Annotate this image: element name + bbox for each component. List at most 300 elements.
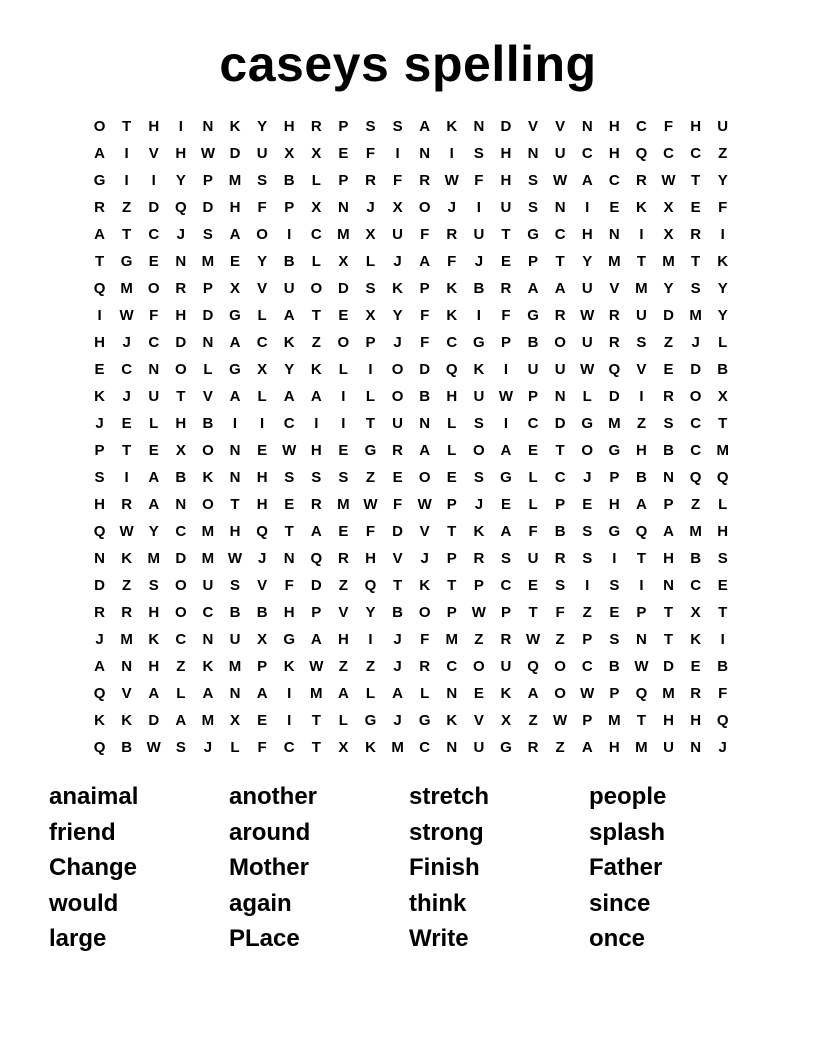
grid-letter: B — [202, 415, 214, 432]
grid-letter: T — [718, 415, 728, 432]
grid-letter: C — [175, 631, 187, 648]
grid-letter: N — [636, 631, 647, 648]
grid-letter: C — [636, 118, 647, 135]
grid-letter: Y — [365, 604, 376, 621]
grid-letter: C — [554, 226, 566, 243]
grid-letter: W — [580, 361, 595, 378]
grid-letter: R — [446, 226, 458, 243]
grid-letter: I — [395, 145, 400, 162]
grid-letter: I — [260, 415, 265, 432]
grid-letter: H — [663, 712, 674, 729]
grid-letter: J — [393, 334, 402, 351]
grid-letter: S — [175, 739, 186, 756]
grid-row — [86, 572, 736, 599]
grid-letter: L — [311, 253, 321, 270]
grid-letter: R — [310, 496, 322, 513]
grid-letter: I — [124, 469, 129, 486]
grid-letter: U — [202, 577, 214, 594]
grid-letter: S — [257, 172, 268, 189]
grid-letter: B — [256, 604, 268, 621]
grid-letter: S — [311, 469, 322, 486]
grid-letter: W — [661, 172, 676, 189]
grid-letter: W — [498, 388, 514, 405]
grid-letter: C — [310, 226, 322, 243]
grid-letter: C — [256, 334, 268, 351]
grid-letter: K — [473, 523, 485, 540]
grid-letter: T — [555, 253, 565, 270]
grid-row — [86, 410, 736, 437]
grid-letter: N — [527, 145, 539, 162]
grid-letter: F — [555, 604, 565, 621]
grid-letter: C — [690, 442, 702, 459]
word-list-item: think — [409, 889, 467, 917]
grid-letter: R — [337, 550, 349, 567]
grid-letter: Q — [635, 685, 648, 702]
grid-letter: O — [391, 388, 404, 405]
grid-letter: M — [228, 658, 242, 675]
grid-letter: N — [446, 739, 458, 756]
grid-letter: I — [476, 199, 481, 216]
grid-letter: R — [554, 550, 566, 567]
grid-letter: F — [501, 307, 511, 324]
grid-letter: O — [174, 361, 187, 378]
word-list-item: around — [229, 818, 311, 846]
grid-letter: X — [284, 145, 295, 162]
grid-letter: G — [500, 469, 512, 486]
grid-letter: P — [446, 550, 457, 567]
grid-letter: B — [663, 442, 674, 459]
grid-letter: G — [608, 442, 621, 459]
grid-letter: T — [176, 388, 186, 405]
grid-letter: Z — [338, 577, 348, 594]
grid-letter: X — [311, 199, 322, 216]
grid-letter: R — [500, 631, 512, 648]
grid-letter: W — [119, 523, 134, 540]
grid-letter: Z — [338, 658, 348, 675]
grid-letter: Q — [608, 361, 621, 378]
grid-letter: G — [229, 307, 241, 324]
grid-letter: G — [527, 307, 539, 324]
grid-letter: A — [229, 226, 241, 243]
grid-letter: F — [420, 631, 430, 648]
grid-letter: B — [717, 658, 729, 675]
grid-letter: M — [147, 550, 160, 567]
grid-letter: O — [418, 199, 431, 216]
grid-letter: N — [175, 496, 187, 513]
grid-letter: E — [148, 442, 159, 459]
grid-letter: D — [690, 361, 702, 378]
grid-letter: I — [612, 550, 617, 567]
grid-letter: A — [500, 523, 512, 540]
grid-letter: P — [636, 604, 647, 621]
grid-letter: M — [201, 253, 215, 270]
grid-letter: O — [473, 442, 485, 459]
grid-letter: I — [341, 388, 346, 405]
grid-letter: Z — [122, 199, 132, 216]
grid-letter: D — [392, 523, 403, 540]
grid-letter: X — [338, 253, 349, 270]
grid-letter: C — [202, 604, 214, 621]
grid-letter: D — [310, 577, 322, 594]
grid-letter: D — [229, 145, 241, 162]
grid-letter: E — [338, 442, 349, 459]
grid-letter: Q — [93, 280, 106, 297]
grid-letter: X — [717, 388, 728, 405]
grid-letter: T — [230, 496, 240, 513]
grid-letter: F — [420, 334, 430, 351]
grid-letter: G — [364, 442, 377, 459]
grid-letter: U — [500, 199, 512, 216]
grid-letter: E — [609, 199, 620, 216]
grid-letter: Z — [528, 712, 538, 729]
grid-row — [86, 653, 736, 680]
grid-letter: U — [473, 388, 485, 405]
grid-letter: T — [447, 577, 457, 594]
grid-letter: U — [554, 145, 566, 162]
grid-letter: H — [608, 145, 620, 162]
grid-letter: A — [229, 334, 241, 351]
grid-letter: S — [555, 577, 566, 594]
grid-letter: H — [500, 172, 512, 189]
grid-letter: R — [690, 226, 702, 243]
grid-letter: X — [663, 199, 674, 216]
grid-letter: T — [636, 253, 646, 270]
word-list-item: splash — [589, 818, 666, 846]
grid-letter: P — [202, 280, 213, 297]
grid-letter: H — [229, 523, 241, 540]
grid-letter: W — [363, 496, 378, 513]
grid-letter: L — [203, 361, 213, 378]
grid-letter: O — [202, 496, 214, 513]
grid-letter: T — [122, 442, 132, 459]
grid-letter: O — [473, 658, 485, 675]
grid-letter: R — [527, 739, 539, 756]
grid-letter: M — [689, 523, 702, 540]
grid-letter: Z — [691, 496, 701, 513]
grid-letter: P — [500, 604, 511, 621]
grid-letter: K — [446, 280, 458, 297]
grid-letter: S — [365, 280, 376, 297]
grid-letter: N — [663, 577, 674, 594]
grid-letter: H — [663, 550, 674, 567]
grid-letter: D — [175, 334, 187, 351]
grid-letter: A — [283, 307, 295, 324]
grid-letter: E — [528, 442, 539, 459]
grid-letter: V — [636, 361, 647, 378]
grid-letter: U — [581, 280, 593, 297]
grid-letter: S — [284, 469, 295, 486]
grid-letter: P — [284, 199, 295, 216]
grid-letter: N — [473, 118, 485, 135]
grid-letter: E — [690, 658, 701, 675]
grid-letter: J — [420, 550, 429, 567]
grid-letter: I — [476, 307, 481, 324]
grid-row — [86, 221, 736, 248]
grid-letter: H — [229, 199, 241, 216]
grid-letter: V — [609, 280, 620, 297]
grid-letter: Q — [93, 685, 106, 702]
grid-letter: V — [338, 604, 349, 621]
grid-letter: V — [202, 388, 213, 405]
grid-letter: L — [528, 496, 538, 513]
word-list-item: stretch — [409, 783, 490, 810]
grid-letter: M — [608, 253, 621, 270]
grid-letter: X — [311, 145, 322, 162]
grid-letter: W — [580, 307, 595, 324]
grid-letter: Z — [718, 145, 728, 162]
grid-letter: U — [500, 658, 512, 675]
grid-letter: G — [418, 712, 431, 729]
grid-letter: Z — [582, 604, 592, 621]
grid-letter: T — [636, 712, 646, 729]
grid-letter: B — [419, 388, 431, 405]
grid-letter: H — [310, 442, 322, 459]
grid-letter: E — [446, 469, 457, 486]
grid-letter: H — [365, 550, 376, 567]
grid-letter: R — [636, 172, 647, 189]
grid-letter: R — [392, 442, 403, 459]
grid-letter: R — [121, 496, 133, 513]
grid-letter: U — [663, 739, 674, 756]
grid-letter: F — [420, 226, 430, 243]
grid-letter: W — [444, 172, 459, 189]
grid-letter: M — [201, 712, 215, 729]
grid-letter: S — [473, 469, 484, 486]
grid-letter: R — [608, 334, 620, 351]
grid-letter: N — [554, 199, 566, 216]
word-list-item: since — [589, 889, 651, 917]
grid-letter: Q — [310, 550, 323, 567]
grid-letter: K — [121, 550, 133, 567]
grid-letter: L — [257, 307, 267, 324]
grid-letter: Y — [717, 172, 728, 189]
grid-letter: E — [663, 361, 674, 378]
grid-letter: L — [338, 361, 348, 378]
grid-letter: I — [720, 226, 725, 243]
grid-letter: O — [337, 334, 350, 351]
grid-letter: X — [690, 604, 701, 621]
grid-letter: P — [446, 604, 457, 621]
grid-letter: I — [287, 226, 292, 243]
grid-letter: Y — [717, 307, 728, 324]
grid-letter: S — [609, 577, 620, 594]
grid-letter: D — [608, 388, 620, 405]
grid-letter: D — [202, 307, 214, 324]
grid-row — [86, 140, 736, 167]
grid-letter: L — [149, 415, 159, 432]
grid-letter: D — [663, 658, 674, 675]
grid-letter: A — [256, 685, 268, 702]
grid-letter: I — [449, 145, 454, 162]
grid-letter: K — [636, 199, 647, 216]
grid-letter: C — [446, 658, 458, 675]
grid-letter: F — [718, 685, 728, 702]
grid-letter: H — [175, 307, 187, 324]
grid-letter: B — [392, 604, 403, 621]
grid-letter: V — [555, 118, 566, 135]
grid-letter: J — [691, 334, 700, 351]
grid-letter: M — [689, 307, 702, 324]
grid-letter: E — [473, 685, 484, 702]
grid-letter: U — [283, 280, 295, 297]
grid-row — [86, 167, 736, 194]
grid-letter: V — [528, 118, 539, 135]
grid-row — [86, 329, 736, 356]
grid-letter: E — [528, 577, 539, 594]
grid-letter: J — [95, 631, 104, 648]
grid-letter: I — [232, 415, 238, 432]
word-list-item: PLace — [229, 925, 300, 952]
grid-letter: I — [585, 577, 590, 594]
grid-letter: U — [527, 550, 539, 567]
grid-letter: E — [148, 253, 159, 270]
grid-letter: P — [446, 496, 457, 513]
grid-letter: R — [554, 307, 566, 324]
word-list-item: Change — [49, 854, 138, 881]
grid-letter: F — [420, 307, 430, 324]
grid-row — [86, 626, 736, 653]
grid-letter: F — [528, 523, 538, 540]
grid-letter: Y — [284, 361, 295, 378]
grid-letter: J — [474, 253, 484, 270]
grid-letter: O — [147, 280, 160, 297]
grid-letter: N — [94, 550, 105, 567]
grid-letter: G — [473, 334, 485, 351]
grid-row — [86, 356, 736, 383]
grid-letter: A — [554, 280, 566, 297]
grid-letter: H — [148, 604, 160, 621]
grid-letter: K — [690, 631, 702, 648]
grid-letter: L — [582, 388, 592, 405]
grid-letter: I — [287, 712, 292, 729]
grid-letter: A — [202, 685, 214, 702]
grid-letter: F — [663, 118, 674, 135]
word-list-item: large — [49, 925, 107, 952]
grid-letter: D — [554, 415, 566, 432]
grid-letter: H — [175, 145, 187, 162]
grid-row — [86, 545, 736, 572]
grid-letter: H — [446, 388, 458, 405]
grid-letter: P — [338, 118, 349, 135]
grid-letter: U — [473, 739, 485, 756]
grid-letter: U — [473, 226, 485, 243]
grid-letter: N — [148, 361, 160, 378]
grid-letter: H — [256, 469, 268, 486]
grid-letter: Y — [257, 253, 268, 270]
grid-letter: K — [121, 712, 133, 729]
word-list-item: strong — [409, 818, 484, 846]
word-list-item: Finish — [409, 854, 480, 881]
grid-letter: S — [392, 118, 403, 135]
grid-letter: A — [148, 469, 160, 486]
grid-letter: F — [257, 199, 267, 216]
grid-letter: T — [311, 739, 321, 756]
grid-letter: U — [148, 388, 160, 405]
grid-letter: K — [148, 631, 160, 648]
grid-letter: Q — [635, 145, 648, 162]
grid-letter: L — [718, 334, 728, 351]
grid-letter: J — [447, 199, 456, 216]
grid-letter: R — [500, 280, 512, 297]
grid-letter: T — [311, 307, 321, 324]
grid-letter: P — [338, 172, 349, 189]
grid-letter: K — [473, 361, 485, 378]
grid-letter: T — [663, 631, 674, 648]
grid-letter: J — [257, 550, 267, 567]
grid-letter: L — [365, 253, 376, 270]
grid-letter: W — [282, 442, 297, 459]
grid-letter: X — [365, 226, 376, 243]
grid-letter: G — [527, 226, 539, 243]
grid-letter: U — [717, 118, 729, 135]
grid-letter: J — [203, 739, 213, 756]
grid-letter: P — [663, 496, 674, 513]
grid-letter: A — [148, 496, 160, 513]
grid-letter: C — [148, 226, 160, 243]
grid-letter: E — [257, 442, 268, 459]
grid-letter: U — [229, 631, 241, 648]
grid-letter: G — [500, 739, 512, 756]
grid-letter: X — [257, 631, 268, 648]
grid-letter: M — [201, 523, 215, 540]
grid-letter: A — [175, 712, 187, 729]
grid-letter: H — [500, 145, 512, 162]
grid-letter: N — [663, 469, 674, 486]
grid-letter: A — [283, 388, 295, 405]
grid-letter: F — [149, 307, 159, 324]
grid-letter: X — [663, 226, 674, 243]
grid-letter: W — [580, 685, 595, 702]
grid-letter: L — [447, 442, 457, 459]
grid-letter: I — [287, 685, 292, 702]
grid-letter: T — [636, 550, 646, 567]
grid-letter: T — [663, 604, 674, 621]
grid-letter: K — [283, 658, 295, 675]
grid-letter: T — [691, 172, 701, 189]
grid-letter: X — [257, 361, 268, 378]
grid-letter: W — [227, 550, 243, 567]
grid-row — [86, 383, 736, 410]
page-title: caseys spelling — [219, 36, 597, 92]
grid-letter: H — [148, 118, 160, 135]
grid-letter: N — [283, 550, 295, 567]
grid-letter: C — [419, 739, 431, 756]
grid-letter: X — [338, 739, 349, 756]
grid-letter: U — [636, 307, 647, 324]
grid-letter: M — [337, 226, 350, 243]
grid-letter: G — [364, 712, 377, 729]
grid-letter: P — [582, 712, 593, 729]
grid-letter: H — [581, 226, 593, 243]
grid-letter: F — [474, 172, 484, 189]
grid-letter: S — [582, 550, 593, 567]
grid-letter: N — [121, 658, 133, 675]
grid-letter: B — [690, 550, 702, 567]
grid-letter: F — [365, 523, 376, 540]
grid-letter: P — [419, 280, 430, 297]
grid-letter: J — [366, 199, 375, 216]
grid-letter: L — [528, 469, 538, 486]
grid-letter: Z — [311, 334, 321, 351]
grid-letter: Q — [93, 523, 106, 540]
grid-letter: A — [636, 496, 647, 513]
grid-letter: M — [445, 631, 459, 648]
grid-letter: N — [419, 415, 431, 432]
grid-letter: N — [446, 685, 458, 702]
grid-letter: E — [392, 469, 403, 486]
grid-letter: G — [120, 253, 133, 270]
grid-letter: D — [500, 118, 512, 135]
